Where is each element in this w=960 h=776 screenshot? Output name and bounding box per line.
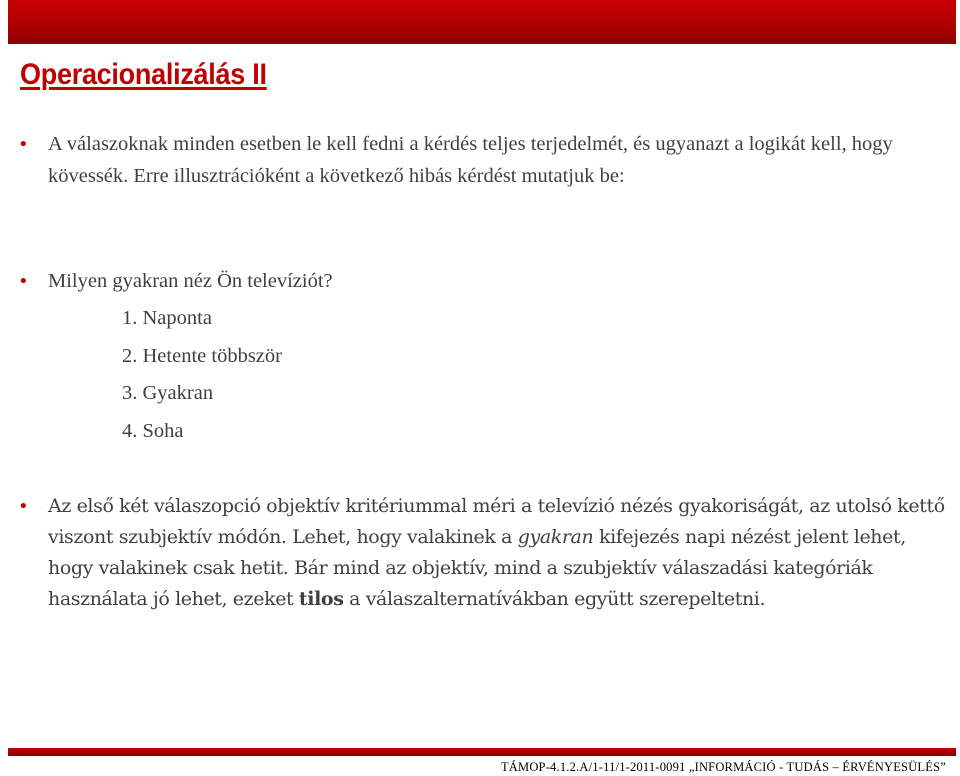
answer-option: 2. Hetente többször xyxy=(122,345,282,367)
bold-word: tilos xyxy=(298,588,344,610)
bullet-icon xyxy=(18,277,28,287)
bullet-icon xyxy=(18,502,28,512)
explanation-text: Az első két válaszopció objektív kritériummal méri a televízió nézés gyakoriságát, az utolsó kettő viszont szubjektív módón. Lehet, hogy valakinek a xyxy=(48,495,945,548)
emphasis-word: gyakran xyxy=(517,526,594,548)
header-bar xyxy=(8,0,956,44)
slide-title: Operacionalizálás II xyxy=(20,58,267,91)
explanation-text: a válaszalternatívákban együtt szerepeltetni. xyxy=(343,588,766,610)
answer-option: 4. Soha xyxy=(122,420,184,442)
explanation-text: kifejezés napi nézést jelent lehet, hogy valakinek csak hetit. Bár mind az objektív, mind a szubjektív válaszadási kategóriák használata jó lehet, ezeket xyxy=(48,526,906,610)
intro-paragraph: A válaszoknak minden esetben le kell fedni a kérdés teljes terjedelmét, és ugyanazt a logikát kell, hogy kövessék. Erre illusztrációként a következő hibás kérdést mutatjuk be: xyxy=(48,133,893,187)
explanation-paragraph xyxy=(48,491,948,615)
footer-text: TÁMOP-4.1.2.A/1-11/1-2011-0091 „INFORMÁCIÓ - TUDÁS – ÉRVÉNYESÜLÉS” xyxy=(500,760,946,774)
bullet-icon xyxy=(18,140,28,150)
footer-bar xyxy=(8,748,956,756)
answer-option: 1. Naponta xyxy=(122,307,212,329)
question-text: Milyen gyakran néz Ön televíziót? xyxy=(48,270,333,292)
answer-option: 3. Gyakran xyxy=(122,382,214,404)
